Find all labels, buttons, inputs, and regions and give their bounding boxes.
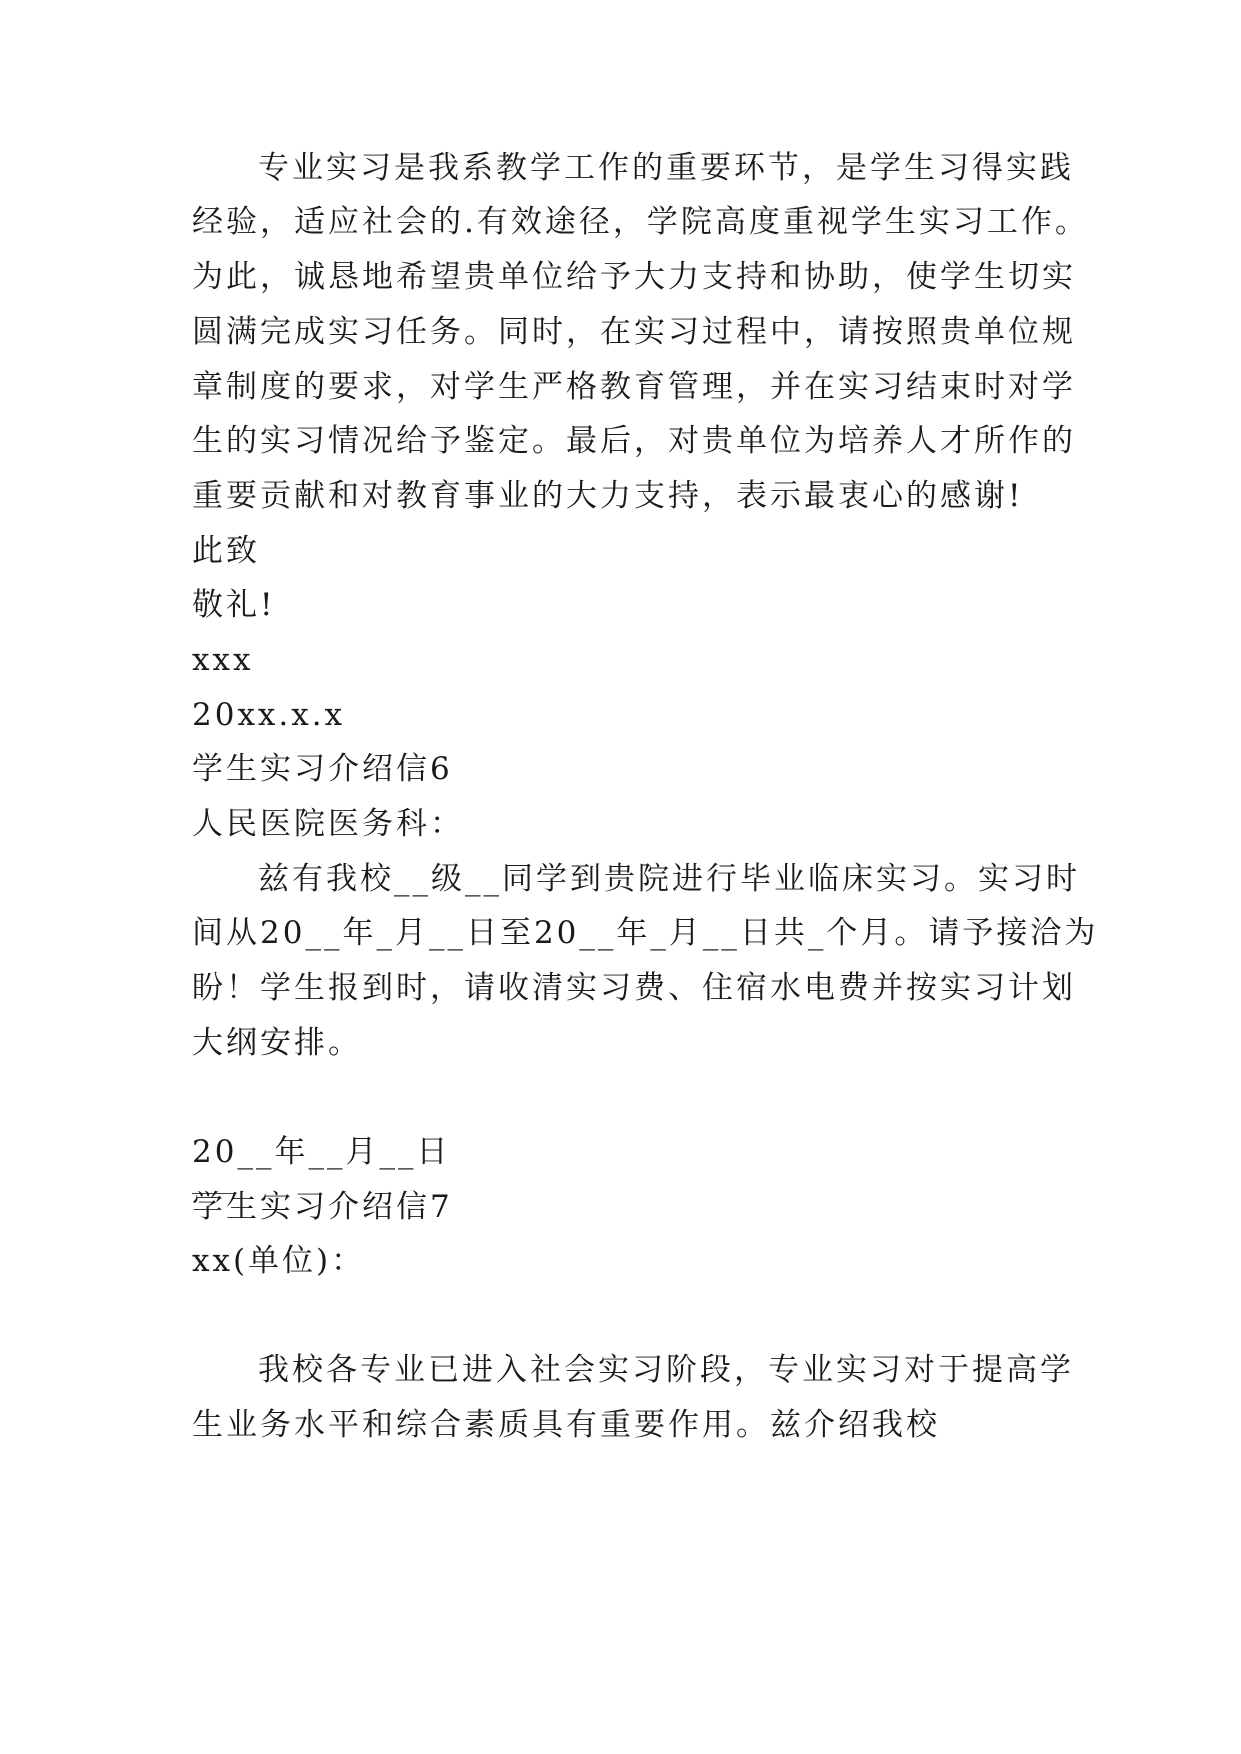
- paragraph-line: 专业实习是我系教学工作的重要环节，是学生习得实践: [258, 150, 1074, 186]
- closing-line: 敬礼!: [192, 587, 276, 623]
- closing-line: 此致: [192, 533, 260, 569]
- letter-addressee: 人民医院医务科：: [192, 806, 464, 842]
- paragraph-line: 大纲安排。: [192, 1025, 362, 1061]
- date: 20xx.x.x: [192, 697, 346, 733]
- paragraph-line: 生的实习情况给予鉴定。最后，对贵单位为培养人才所作的: [192, 423, 1076, 459]
- signature: xxx: [192, 642, 254, 678]
- paragraph-line: 圆满完成实习任务。同时，在实习过程中，请按照贵单位规: [192, 314, 1076, 350]
- letter-addressee: xx(单位)：: [192, 1243, 366, 1279]
- letter-title: 学生实习介绍信6: [192, 751, 453, 787]
- paragraph-line: 经验，适应社会的.有效途径，学院高度重视学生实习工作。: [192, 204, 1089, 240]
- paragraph-line: 重要贡献和对教育事业的大力支持，表示最衷心的感谢!: [192, 478, 1024, 514]
- paragraph-line: 为此，诚恳地希望贵单位给予大力支持和协助，使学生切实: [192, 259, 1076, 295]
- paragraph-line: 盼！学生报到时，请收清实习费、住宿水电费并按实习计划: [192, 970, 1076, 1006]
- paragraph-line: 生业务水平和综合素质具有重要作用。兹介绍我校: [192, 1407, 940, 1443]
- paragraph-line: 章制度的要求，对学生严格教育管理，并在实习结束时对学: [192, 369, 1076, 405]
- letter-title: 学生实习介绍信7: [192, 1189, 453, 1225]
- paragraph-line: 兹有我校__级__同学到贵院进行毕业临床实习。实习时: [258, 861, 1080, 897]
- paragraph-line: 间从20__年_月__日至20__年_月__日共_个月。请予接洽为: [192, 915, 1099, 951]
- date: 20__年__月__日: [192, 1134, 451, 1170]
- paragraph-line: 我校各专业已进入社会实习阶段，专业实习对于提高学: [258, 1352, 1074, 1388]
